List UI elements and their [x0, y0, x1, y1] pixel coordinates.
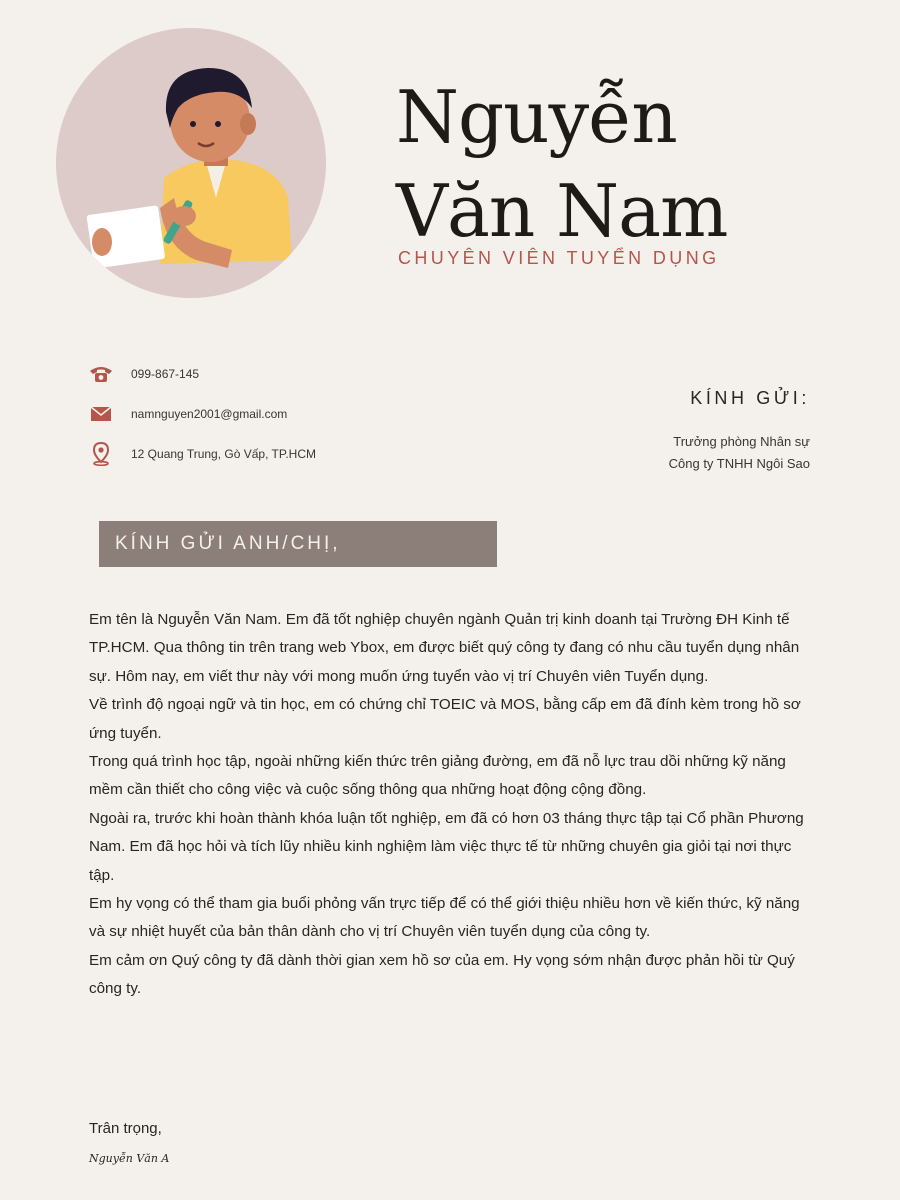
contact-phone — [88, 354, 316, 394]
person-writing-illustration — [56, 28, 326, 298]
location-pin-icon — [88, 441, 114, 467]
body-paragraph: Em tên là Nguyễn Văn Nam. Em đã tốt nghiệp chuyên ngành Quản trị kinh doanh tại Trường ĐH Kinh tế TP.HCM. Qua thông tin trên trang web Ybox, em được biết quý công ty đang có nhu cầu tuyển dụng nhân sự. Hôm nay, em viết thư này với mong muốn ứng tuyển vào vị trí Chuyên viên Tuyển dụng. — [89, 611, 800, 685]
recipient-block — [669, 388, 810, 475]
contact-address — [88, 434, 316, 474]
body-paragraph: Em hy vọng có thể tham gia buổi phỏng vấn trực tiếp để có thể giới thiệu nhiều hơn về kiến thức, kỹ năng và sự nhiệt huyết của bản thân dành cho vị trí Chuyên viên tuyển dụng của công ty. — [89, 895, 800, 941]
phone-number: 099-867-145 — [131, 367, 200, 381]
avatar — [56, 28, 326, 298]
recipient-heading: KÍNH GỬI: — [690, 388, 810, 408]
contact-email — [88, 394, 316, 434]
salutation-text: KÍNH GỬI ANH/CHỊ, — [115, 533, 341, 554]
salutation-banner — [99, 521, 497, 567]
recipient-company: Công ty TNHH Ngôi Sao — [668, 456, 810, 471]
mail-icon — [88, 401, 114, 427]
recipient-position: Trưởng phòng Nhân sự — [673, 434, 810, 449]
body-paragraph: Trong quá trình học tập, ngoài những kiến thức trên giảng đường, em đã nỗ lực trau dồi những kỹ năng mềm cần thiết cho công việc và cuộc sống thông qua những hoạt động cộng đồng. — [89, 753, 786, 799]
name-line-1: Nguyễn — [396, 75, 677, 159]
job-title: CHUYÊN VIÊN TUYỂN DỤNG — [398, 248, 720, 268]
closing-line: Trân trọng, — [89, 1120, 162, 1137]
body-paragraph: Về trình độ ngoại ngữ và tin học, em có chứng chỉ TOEIC và MOS, bằng cấp em đã đính kèm trong hồ sơ ứng tuyển. — [89, 696, 801, 742]
phone-icon — [88, 361, 114, 387]
street-address: 12 Quang Trung, Gò Vấp, TP.HCM — [131, 447, 316, 461]
applicant-name — [396, 70, 727, 258]
contact-list — [88, 354, 316, 474]
name-line-2: Văn Nam — [396, 169, 728, 253]
body-paragraph: Ngoài ra, trước khi hoàn thành khóa luận tốt nghiệp, em đã có hơn 03 tháng thực tập tại Cổ phần Phương Nam. Em đã học hỏi và tích lũy nhiều kinh nghiệm làm việc thực tế từ những chuyên gia giỏi tại nơi thực tập. — [89, 809, 804, 884]
body-paragraph: Em cảm ơn Quý công ty đã dành thời gian xem hồ sơ của em. Hy vọng sớm nhận được phản hồi từ Quý công ty. — [89, 951, 795, 998]
signature: Nguyễn Văn A — [89, 1152, 170, 1165]
letter-body — [89, 606, 817, 1004]
email-address: namnguyen2001@gmail.com — [131, 407, 288, 421]
